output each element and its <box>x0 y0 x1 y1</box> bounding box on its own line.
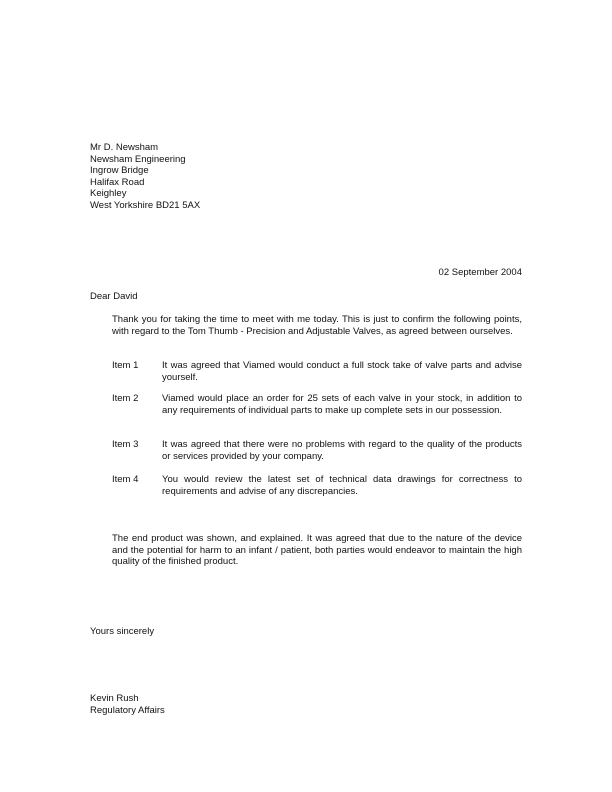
recipient-address <box>90 142 200 211</box>
salutation: Dear David <box>90 291 138 302</box>
agenda-item <box>112 474 522 497</box>
item-label: Item 2 <box>112 393 139 404</box>
item-text: Viamed would place an order for 25 sets of each valve in your stock, in addition to any requirements of individual parts to make up complete sets in our possession. <box>162 393 522 416</box>
address-line: West Yorkshire BD21 5AX <box>90 199 201 211</box>
address-line: Halifax Road <box>90 176 145 188</box>
intro-paragraph: Thank you for taking the time to meet with me today. This is just to confirm the following points, with regard to the Tom Thumb - Precision and Adjustable Valves, as agreed between ourselves. <box>112 314 522 337</box>
item-text: It was agreed that Viamed would conduct a full stock take of valve parts and advise yourself. <box>162 360 522 383</box>
item-label: Item 3 <box>112 439 139 450</box>
item-text: It was agreed that there were no problems with regard to the quality of the products or services provided by your company. <box>162 439 522 462</box>
letter-date: 02 September 2004 <box>438 267 522 278</box>
valediction: Yours sincerely <box>90 626 155 637</box>
address-line: Newsham Engineering <box>90 153 186 165</box>
address-line: Keighley <box>90 188 127 199</box>
item-label: Item 4 <box>112 474 139 485</box>
item-label: Item 1 <box>112 360 139 371</box>
agenda-item <box>112 393 522 416</box>
signature-name: Kevin Rush <box>90 693 139 704</box>
agenda-item <box>112 360 522 383</box>
item-text: You would review the latest set of technical data drawings for correctness to requirements and advise of any discrepancies. <box>162 474 522 497</box>
address-line: Mr D. Newsham <box>90 142 159 153</box>
address-line: Ingrow Bridge <box>90 165 149 176</box>
signature-title: Regulatory Affairs <box>90 705 165 716</box>
closing-paragraph: The end product was shown, and explained. It was agreed that due to the nature of the device and the potential for harm to an infant / patient, both parties would endeavor to maintain the high quality of the finished product. <box>112 533 522 567</box>
agenda-item <box>112 439 522 462</box>
